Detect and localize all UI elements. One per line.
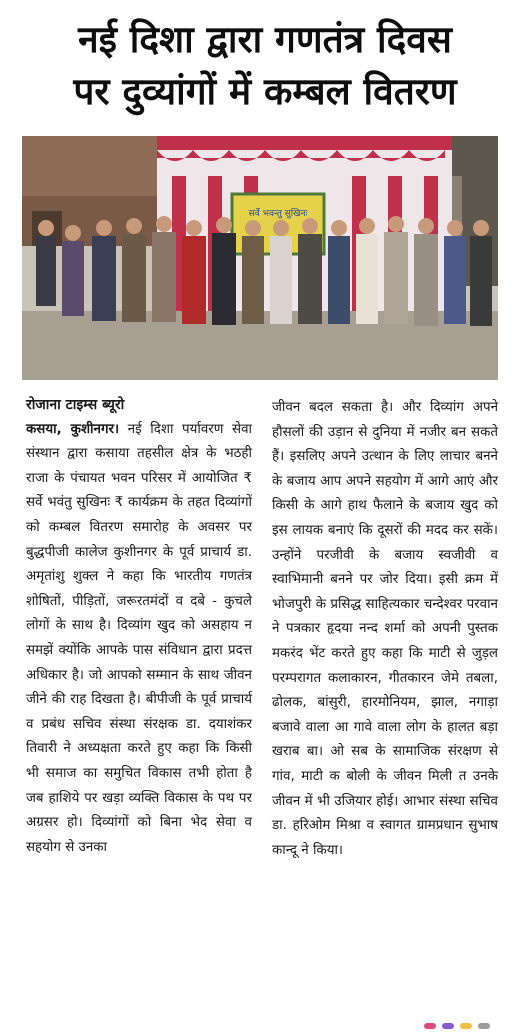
article-column-left bbox=[26, 393, 252, 860]
group-photo-illustration bbox=[22, 136, 498, 380]
byline: रोजाना टाइम्स ब्यूरो bbox=[26, 397, 125, 413]
decorative-dots bbox=[424, 1023, 490, 1029]
headline-line-2: पर दुव्यांगों में कम्बल वितरण bbox=[73, 70, 457, 113]
headline bbox=[0, 14, 530, 118]
article-lead bbox=[26, 418, 252, 861]
article-text-left: नई दिशा पर्यावरण सेवा संस्थान द्वारा कसाया तहसील क्षेत्र के भठही राजा के पंचायत भवन परिसर में आयोजित ₹ सर्वे भवंतु सुखिनः ₹ कार्यक्रम के तहत दिव्यांगों को कम्बल वितरण समारोह के अवसर पर बुद्धपीजी कालेज कुशीनगर के पूर्व प्राचार्य डा. अमृतांशु शुक्ल ने कहा कि भारतीय गणतंत्र शोषितों, पीड़ितों, जरूरतमंदों व दबे - कुचले लोगों के साथ है। दिव्यांग खुद को असहाय न समझें क्योंकि आपके पास संविधान द्वारा प्रदत्त अधिकार है। जो आपको सम्मान के साथ जीवन जीने की राह दिखता है। बीपीजी के पूर्व प्राचार्य व प्रबंध सचिव संस्था संरक्षक डा. दयाशंकर तिवारी ने अध्यक्षता करते हुए कहा कि किसी भी समाज का समुचित विकास तभी होता है जब हाशिये पर खड़ा व्यक्ति विकास के पथ पर अग्रसर हो। दिव्यांगों को बिना भेद सेवा व सहयोग से उनका bbox=[26, 421, 253, 855]
article-text-right: जीवन बदल सकता है। और दिव्यांग अपने हौसलों की उड़ान से दुनिया में नजीर बन सकते हैं। इसलिए अपने उत्थान के लिए लाचार बनने के बजाय आप अपने सहयोग में आगे आएं और किसी के आगे हाथ फैलाने के बजाय खुद को इस लायक बनाएं कि दूसरों की मदद कर सकें। उन्होंने परजीवी के बजाय स्वजीवी व स्वाभिमानी बनने पर जोर दिया। इसी क्रम में भोजपुरी के प्रसिद्ध साहित्यकार चन्देश्वर परवान ने पत्रकार हृदया नन्द शर्मा को अपनी पुस्तक मकरंद भेंट करते हुए कहा कि माटी से जुड़ल परम्परागत कलाकारन, गीतकारन जेमे तबला, ढोलक, बांसुरी, हारमोनियम, झाल, नगाड़ा बजावे वाला आ गावे वाला लोग के हालत बड़ा खराब बा। ओ सब के सामाजिक संरक्षण से गांव, माटी क बोली के जीवन मिली त उनके जीवन में भी उजियार होई। आभार संस्था सचिव डा. हरिओम मिश्रा व स्वागत ग्रामप्रधान सुभाष कान्दू ने किया। bbox=[272, 400, 498, 858]
dateline: कसया, कुशीनगर। bbox=[26, 421, 120, 437]
banner-text: सर्वे भवन्तु सुखिनः bbox=[248, 209, 308, 219]
news-photo bbox=[22, 136, 498, 380]
headline-line-1: नई दिशा द्वारा गणतंत्र दिवस bbox=[78, 18, 452, 61]
article-column-right bbox=[272, 396, 498, 863]
